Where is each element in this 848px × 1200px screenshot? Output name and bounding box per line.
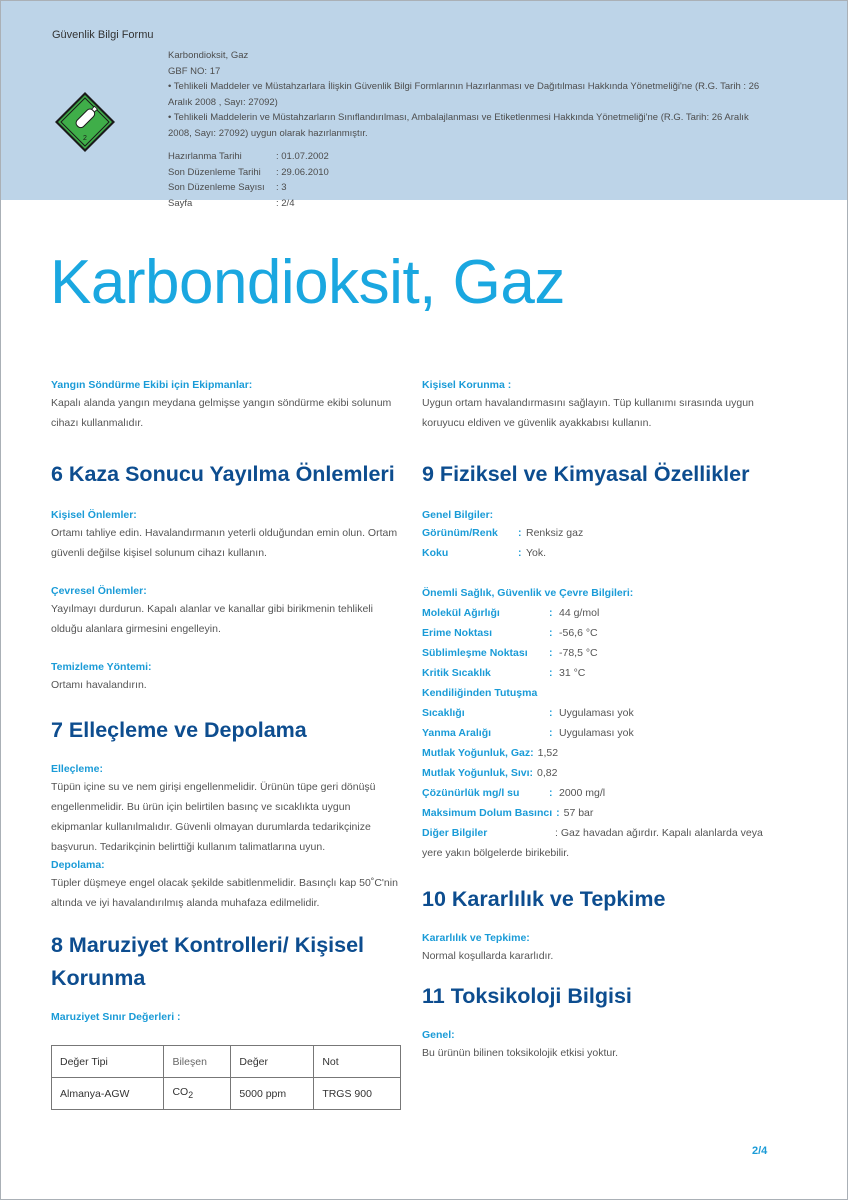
meta-row: Son Düzenleme Tarihi : 29.06.2010 xyxy=(168,166,329,178)
table-header-cell: Bileşen xyxy=(164,1046,231,1078)
product-name: Karbondioksit, Gaz xyxy=(168,50,249,61)
property-list xyxy=(422,603,774,823)
meta-row: Sayfa : 2/4 xyxy=(168,197,295,209)
section-11-title: 11 Toksikoloji Bilgisi xyxy=(422,984,632,1008)
gbf-number: GBF NO: 17 xyxy=(168,65,221,77)
section-7-title: 7 Elleçleme ve Depolama xyxy=(51,718,307,742)
toxicology-general-heading: Genel: xyxy=(422,1029,455,1041)
property-row: Molekül Ağırlığı : 44 g/mol xyxy=(422,607,600,619)
table-cell-note: TRGS 900 xyxy=(314,1078,401,1110)
header-meta xyxy=(168,48,768,211)
handling-heading: Elleçleme: xyxy=(51,763,103,775)
page-number: 2/4 xyxy=(752,1145,768,1157)
environmental-precautions-text: Yayılmayı durdurun. Kapalı alanlar ve kanallar gibi birikmenin tehlikeli olduğu alanlara girmesini engelleyin. xyxy=(51,603,373,635)
stability-text: Normal koşullarda kararlıdır. xyxy=(422,950,554,962)
regulation-2: • Tehlikeli Maddelerin ve Müstahzarların Sınıflandırılması, Ambalajlanması ve Etiketlenmesi Hakkında Yönetmeliği'ne (R.G. Tarih: 26 Aralık 2008, Sayı: 27092) uygun olarak hazırlanmıştır. xyxy=(168,112,749,139)
property-row: Süblimleşme Noktası : -78,5 °C xyxy=(422,647,598,659)
right-column xyxy=(422,377,774,1063)
property-row: Mutlak Yoğunluk, Sıvı : 0,82 xyxy=(422,767,558,779)
table-cell-component: $CO_2$ xyxy=(164,1078,231,1110)
general-info-heading: Genel Bilgiler: xyxy=(422,509,494,521)
other-info: Diğer Bilgiler : Gaz havadan ağırdır. Kapalı alanlarda veya yere yakın bölgelerde birikebilir. xyxy=(422,827,763,859)
property-row: Erime Noktası : -56,6 °C xyxy=(422,627,598,639)
section-6-title: 6 Kaza Sonucu Yayılma Önlemleri xyxy=(51,462,395,486)
cleanup-method-heading: Temizleme Yöntemi: xyxy=(51,661,152,673)
section-8-title: 8 Maruziyet Kontrolleri/ Kişisel Korunma xyxy=(51,933,365,990)
exposure-limits-table xyxy=(51,1045,401,1110)
table-header-cell: Değer xyxy=(231,1046,314,1078)
property-row: Mutlak Yoğunluk, Gaz : 1,52 xyxy=(422,747,559,759)
hazard-diamond-icon xyxy=(54,91,116,153)
table-header-row xyxy=(52,1046,401,1078)
health-safety-heading: Önemli Sağlık, Güvenlik ve Çevre Bilgileri: xyxy=(422,587,634,599)
exposure-limits-heading: Maruziyet Sınır Değerleri : xyxy=(51,1011,181,1023)
personal-precautions-text: Ortamı tahliye edin. Havalandırmanın yeterli olduğundan emin olun. Ortam güvenli değilse kişisel solunum cihazı kullanın. xyxy=(51,527,398,559)
section-10-title: 10 Kararlılık ve Tepkime xyxy=(422,887,666,911)
regulation-1: • Tehlikeli Maddeler ve Müstahzarlara İlişkin Güvenlik Bilgi Formlarının Hazırlanması ve Dağıtılması Hakkında Yönetmeliği'ne (R.G. Tarih : 26 Aralık 2008 , Sayı: 27092) xyxy=(168,81,760,108)
meta-row: Hazırlanma Tarihi : 01.07.2002 xyxy=(168,151,329,162)
property-row: Kendiliğinden Tutuşma xyxy=(422,687,538,699)
personal-precautions-heading: Kişisel Önlemler: xyxy=(51,509,137,521)
handling-text: Tüpün içine su ve nem girişi engellenmelidir. Ürünün tüpe geri dönüşü engellenmelidir. Bu ürün için belirtilen basınç ve sıcaklıkta uygun ekipmanlar kullanılmalıdır. Güvenli olmayan durumlarda tedarikçinize başvurun. Tedarikçinin belirttiği kullanım talimatlarına uyun. xyxy=(51,781,376,853)
property-row: Görünüm/Renk : Renksiz gaz xyxy=(422,527,584,539)
table-header-cell: Değer Tipi xyxy=(52,1046,164,1078)
table-row xyxy=(52,1078,401,1110)
fire-equipment-text: Kapalı alanda yangın meydana gelmişse yangın söndürme ekibi solunum cihazı kullanmalıdır. xyxy=(51,397,392,429)
page-title: Karbondioksit, Gaz xyxy=(50,248,565,317)
stability-heading: Kararlılık ve Tepkime: xyxy=(422,932,530,944)
left-column xyxy=(51,377,403,1110)
meta-row: Son Düzenleme Sayısı : 3 xyxy=(168,182,287,193)
form-title: Güvenlik Bilgi Formu xyxy=(52,29,154,41)
header-band xyxy=(1,1,847,209)
table-header-cell: Not xyxy=(314,1046,401,1078)
storage-text: Tüpler düşmeye engel olacak şekilde sabitlenmelidir. Basınçlı kap 50˚C'nin altında ve iyi havalandırılmış alanda muhafaza edilmelidir. xyxy=(51,877,398,909)
property-row: Maksimum Dolum Basıncı : 57 bar xyxy=(422,807,594,819)
table-cell-value: 5000 ppm xyxy=(231,1078,314,1110)
property-row: Kritik Sıcaklık : 31 °C xyxy=(422,667,586,679)
toxicology-text: Bu ürünün bilinen toksikolojik etkisi yoktur. xyxy=(422,1047,619,1059)
environmental-precautions-heading: Çevresel Önlemler: xyxy=(51,585,147,597)
fire-equipment-heading: Yangın Söndürme Ekibi için Ekipmanlar: xyxy=(51,379,253,391)
section-9-title: 9 Fiziksel ve Kimyasal Özellikler xyxy=(422,462,750,486)
cleanup-method-text: Ortamı havalandırın. xyxy=(51,679,147,691)
personal-protection-heading: Kişisel Korunma : xyxy=(422,379,512,391)
property-row: Sıcaklığı : Uygulaması yok xyxy=(422,707,634,719)
property-row: Yanma Aralığı : Uygulaması yok xyxy=(422,727,634,739)
personal-protection-text: Uygun ortam havalandırmasını sağlayın. Tüp kullanımı sırasında uygun koruyucu eldiven ve güvenlik ayakkabısı kullanın. xyxy=(422,397,754,429)
property-row: Koku : Yok. xyxy=(422,547,547,559)
table-cell-type: Almanya-AGW xyxy=(52,1078,164,1110)
hazard-class-number: 2 xyxy=(83,135,87,142)
property-row: Çözünürlük mg/l su : 2000 mg/l xyxy=(422,787,606,799)
storage-heading: Depolama: xyxy=(51,859,105,871)
